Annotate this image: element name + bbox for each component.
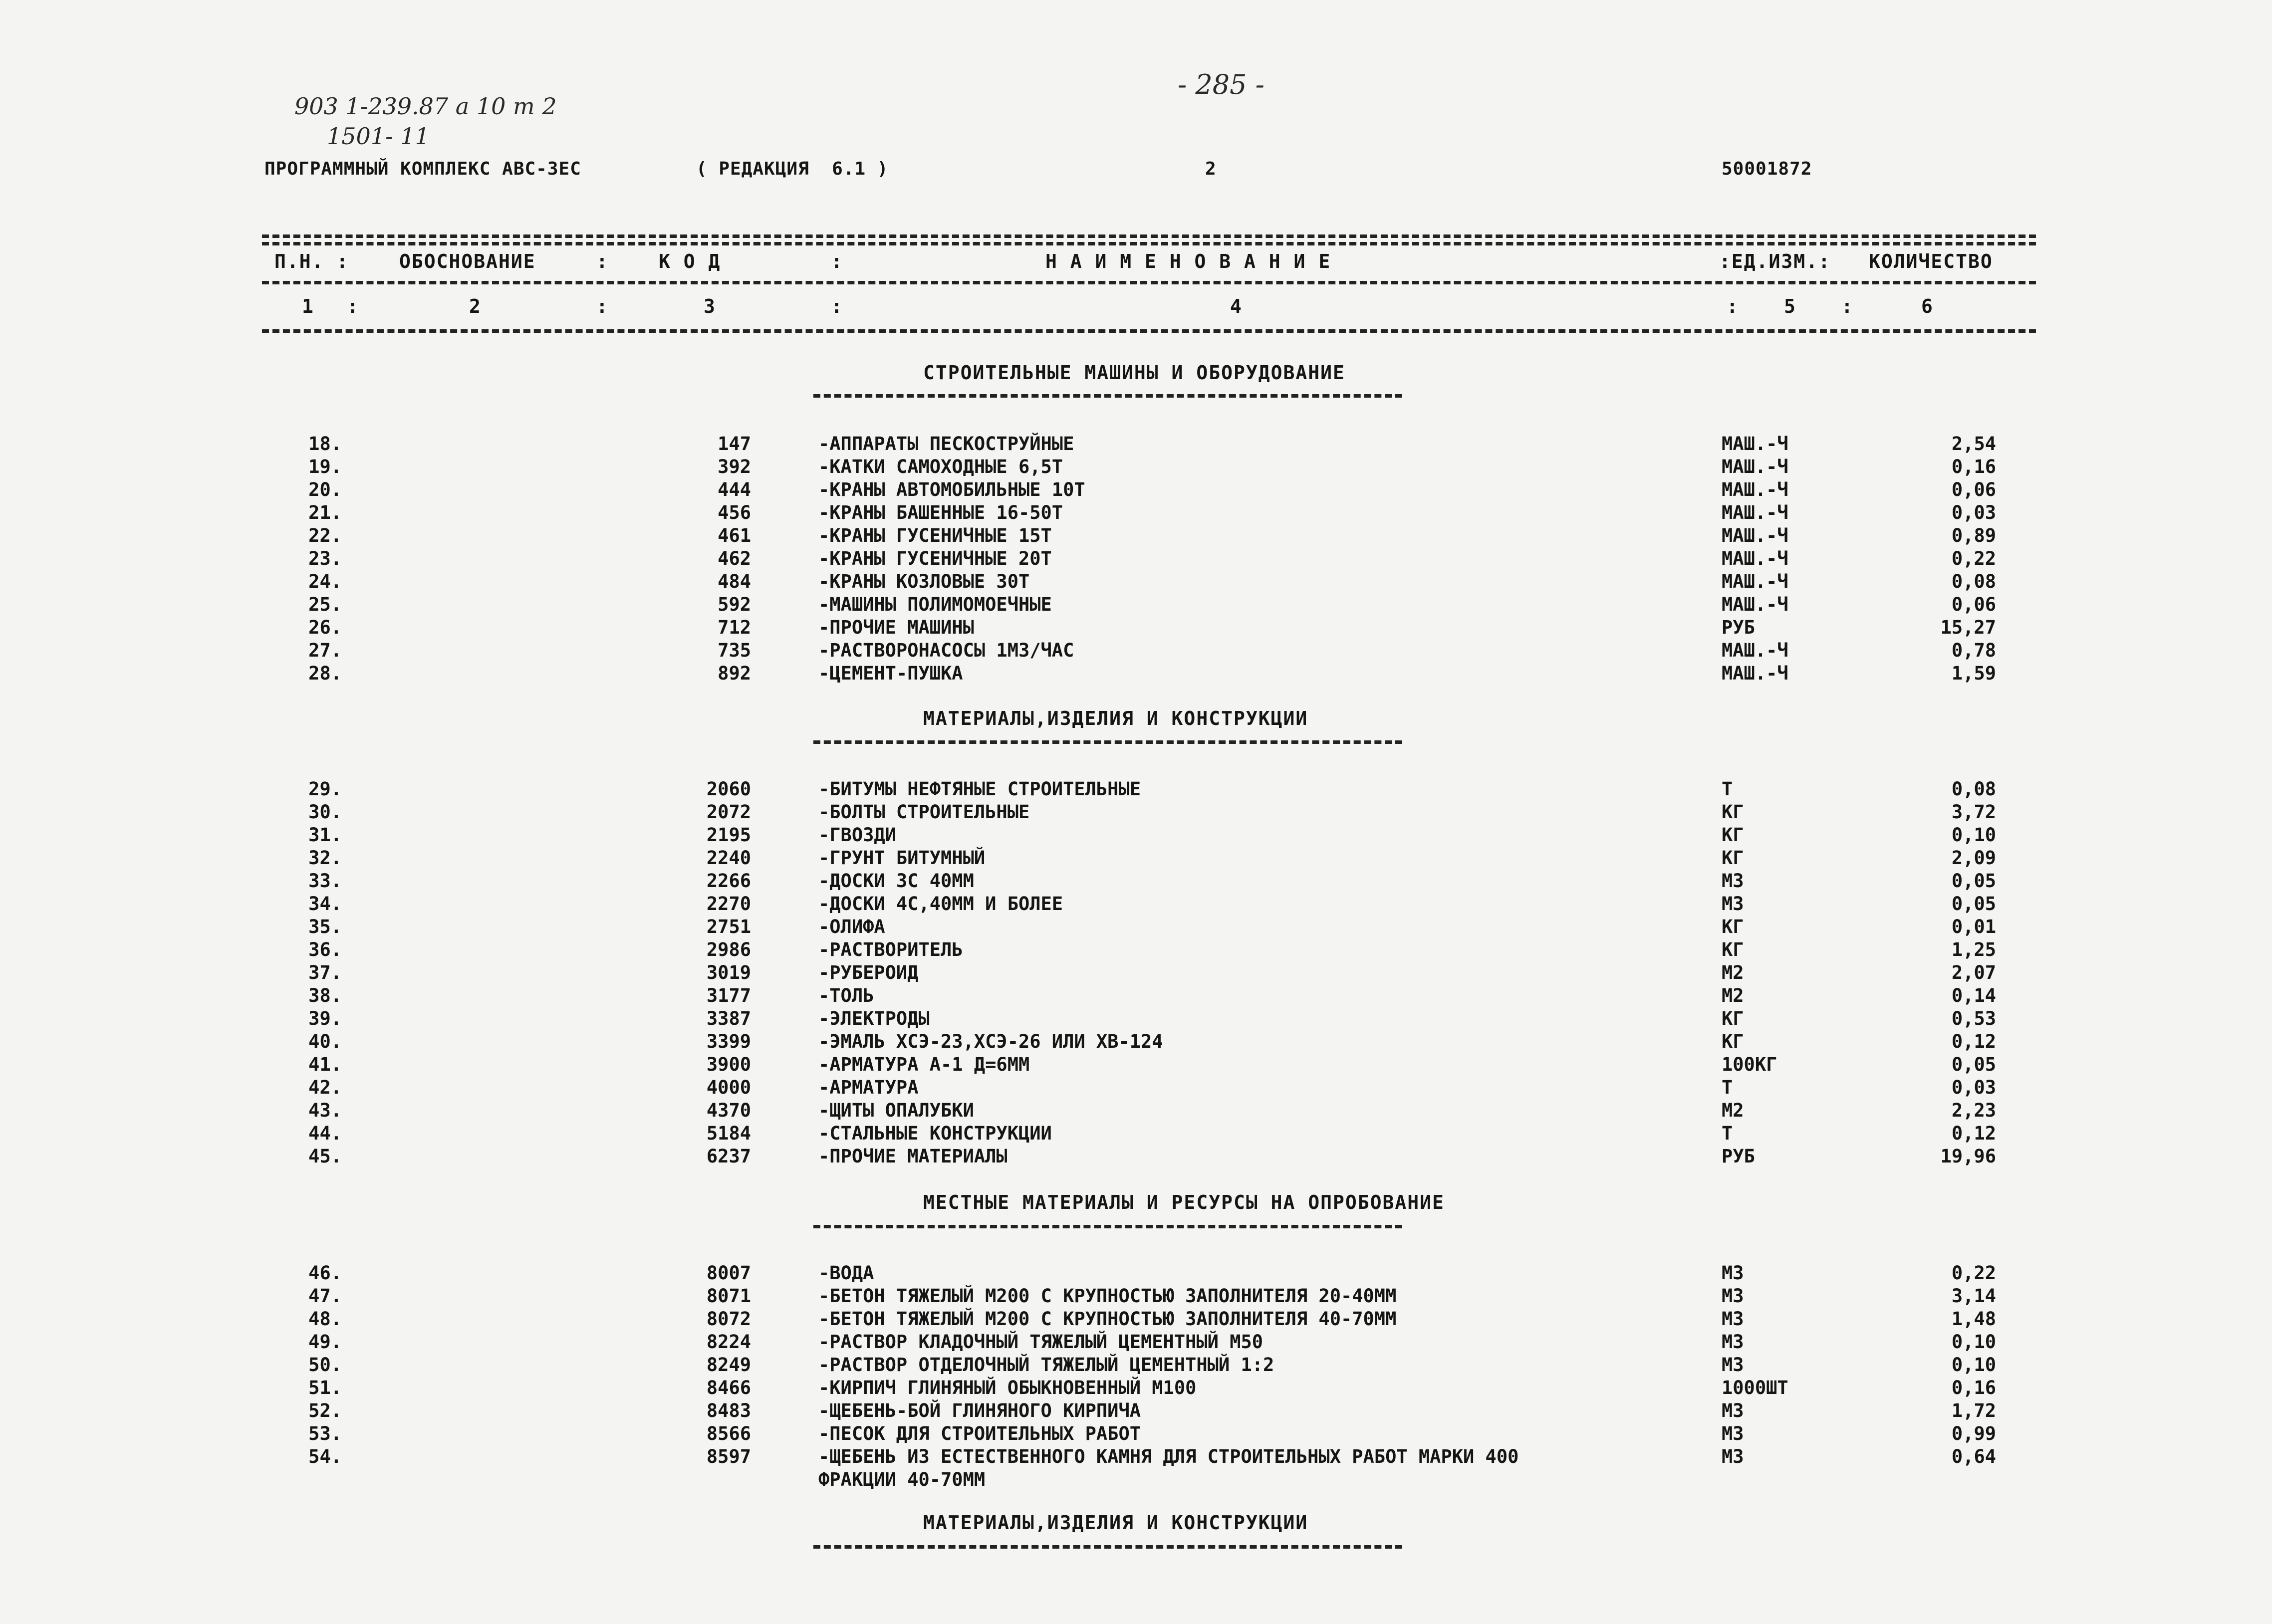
section-underline [813,394,1402,398]
row-code: 456 [718,502,751,523]
row-name: -КРАНЫ АВТОМОБИЛЬНЫЕ 10Т [818,479,1085,500]
col-sep: : [831,250,843,272]
table-row [0,548,2272,571]
row-unit: МАШ.-Ч [1722,433,1788,455]
row-pn: 49. [308,1331,342,1353]
section-underline [813,740,1402,744]
row-name: -ВОДА [818,1262,874,1284]
row-code: 8224 [706,1331,751,1353]
row-code: 2195 [706,824,751,846]
table-row [0,1031,2272,1054]
section-underline [813,1545,1402,1549]
row-unit: М3 [1722,870,1744,892]
row-unit: КГ [1722,939,1744,960]
row-code: 2751 [706,916,751,937]
row-pn: 39. [308,1008,342,1029]
row-code: 4370 [706,1100,751,1121]
row-qty: 0,03 [1951,1077,1996,1098]
row-code: 2986 [706,939,751,960]
section-title-materials-2: МАТЕРИАЛЫ,ИЗДЕЛИЯ И КОНСТРУКЦИИ [923,1512,1308,1534]
table-row [0,1123,2272,1146]
row-name: -ЩЕБЕНЬ ИЗ ЕСТЕСТВЕННОГО КАМНЯ ДЛЯ СТРОИТЕЛЬНЫХ РАБОТ МАРКИ 400 [818,1446,1519,1467]
row-qty: 0,16 [1951,456,1996,477]
row-pn: 46. [308,1262,342,1284]
row-qty: 15,27 [1940,617,1996,638]
row-qty: 3,72 [1951,801,1996,823]
row-qty: 2,23 [1951,1100,1996,1121]
row-unit: М3 [1722,1446,1744,1467]
col-sep: : [596,250,609,272]
row-unit: Т [1722,778,1733,800]
row-pn: 29. [308,778,342,800]
row-unit: МАШ.-Ч [1722,548,1788,569]
table-row [0,433,2272,456]
table-row [0,1008,2272,1031]
row-name: -КРАНЫ БАШЕННЫЕ 16-50Т [818,502,1063,523]
row-unit: 100КГ [1722,1054,1777,1075]
section-title-materials: МАТЕРИАЛЫ,ИЗДЕЛИЯ И КОНСТРУКЦИИ [923,707,1308,729]
table-row [0,1285,2272,1308]
table-row [0,479,2272,502]
row-unit: КГ [1722,916,1744,937]
table-row [0,939,2272,962]
row-pn: 31. [308,824,342,846]
table-row [0,893,2272,916]
table-row [0,1262,2272,1285]
row-code: 8483 [706,1400,751,1421]
row-qty: 0,05 [1951,870,1996,892]
row-pn: 52. [308,1400,342,1421]
handwritten-reference: 903 1-239.87 a 10 т 2 [294,93,557,120]
row-qty: 2,09 [1951,847,1996,869]
col-sep: : [596,295,609,317]
col-number-3: 3 [704,295,716,317]
row-name: -ДОСКИ 4С,40ММ И БОЛЕЕ [818,893,1063,915]
row-code: 8466 [706,1377,751,1398]
row-unit: РУБ [1722,1146,1755,1167]
row-code: 462 [718,548,751,569]
row-qty: 0,22 [1951,548,1996,569]
row-name: -ПЕСОК ДЛЯ СТРОИТЕЛЬНЫХ РАБОТ [818,1423,1141,1444]
col-header-basis: ОБОСНОВАНИЕ [399,250,536,272]
row-pn: 40. [308,1031,342,1052]
row-pn: 22. [308,525,342,546]
row-code: 8597 [706,1446,751,1467]
row-code: 484 [718,571,751,592]
table-row [0,1100,2272,1123]
row-pn: 37. [308,962,342,983]
row-pn: 43. [308,1100,342,1121]
row-name: -БЕТОН ТЯЖЕЛЫЙ М200 С КРУПНОСТЬЮ ЗАПОЛНИТЕЛЯ 20-40ММ [818,1285,1397,1307]
row-name: -ДОСКИ 3С 40ММ [818,870,974,892]
row-unit: М3 [1722,1331,1744,1353]
row-qty: 0,53 [1951,1008,1996,1029]
table-row [0,1446,2272,1469]
table-row [0,962,2272,985]
table-row [0,916,2272,939]
row-pn: 53. [308,1423,342,1444]
row-pn: 41. [308,1054,342,1075]
table-row [0,778,2272,801]
col-sep: : [1841,295,1854,317]
row-code: 3177 [706,985,751,1006]
row-unit: М3 [1722,1285,1744,1307]
edition-label: ( РЕДАКЦИЯ 6.1 ) [696,159,889,179]
row-qty: 1,48 [1951,1308,1996,1330]
table-row-continuation [0,1469,2272,1492]
row-name: -КАТКИ САМОХОДНЫЕ 6,5Т [818,456,1063,477]
row-unit: М3 [1722,1262,1744,1284]
col-sep: : [347,295,359,317]
row-name: -БЕТОН ТЯЖЕЛЫЙ М200 С КРУПНОСТЬЮ ЗАПОЛНИТЕЛЯ 40-70ММ [818,1308,1397,1330]
row-unit: Т [1722,1123,1733,1144]
row-pn: 18. [308,433,342,455]
row-qty: 1,59 [1951,663,1996,684]
row-code: 2072 [706,801,751,823]
row-code: 3900 [706,1054,751,1075]
row-qty: 0,12 [1951,1123,1996,1144]
program-title: ПРОГРАММНЫЙ КОМПЛЕКС АВС-3ЕС [264,159,581,179]
row-name: -ГРУНТ БИТУМНЫЙ [818,847,986,869]
row-unit: КГ [1722,1031,1744,1052]
table-row [0,1400,2272,1423]
table-row [0,456,2272,479]
row-unit: МАШ.-Ч [1722,640,1788,661]
row-qty: 3,14 [1951,1285,1996,1307]
sheet-number: 2 [1205,159,1217,179]
row-name: -ЦЕМЕНТ-ПУШКА [818,663,963,684]
row-qty: 0,99 [1951,1423,1996,1444]
table-row [0,1377,2272,1400]
row-unit: Т [1722,1077,1733,1098]
document-code: 50001872 [1722,159,1812,179]
row-qty: 0,10 [1951,1354,1996,1376]
row-pn: 47. [308,1285,342,1307]
table-row [0,1054,2272,1077]
row-pn: 48. [308,1308,342,1330]
row-unit: КГ [1722,847,1744,869]
col-sep: : [1727,295,1739,317]
row-name: -ЩЕБЕНЬ-БОЙ ГЛИНЯНОГО КИРПИЧА [818,1400,1141,1421]
row-pn: 21. [308,502,342,523]
row-code: 592 [718,594,751,615]
row-unit: М2 [1722,962,1744,983]
row-qty: 0,01 [1951,916,1996,937]
row-pn: 42. [308,1077,342,1098]
row-name: -АППАРАТЫ ПЕСКОСТРУЙНЫЕ [818,433,1074,455]
col-header-unit: :ЕД.ИЗМ.: [1719,250,1831,272]
row-code: 5184 [706,1123,751,1144]
row-name: -СТАЛЬНЫЕ КОНСТРУКЦИИ [818,1123,1052,1144]
row-unit: МАШ.-Ч [1722,479,1788,500]
row-pn: 34. [308,893,342,915]
table-row [0,801,2272,824]
col-sep: : [831,295,843,317]
row-unit: М2 [1722,985,1744,1006]
row-code: 735 [718,640,751,661]
row-name: -РАСТВОР ОТДЕЛОЧНЫЙ ТЯЖЕЛЫЙ ЦЕМЕНТНЫЙ 1:2 [818,1354,1274,1376]
row-pn: 24. [308,571,342,592]
row-unit: КГ [1722,1008,1744,1029]
row-qty: 0,05 [1951,1054,1996,1075]
row-qty: 0,08 [1951,778,1996,800]
row-qty: 0,05 [1951,893,1996,915]
row-name: -РАСТВОРОНАСОСЫ 1М3/ЧАС [818,640,1074,661]
row-name: -МАШИНЫ ПОЛИМОМОЕЧНЫЕ [818,594,1052,615]
row-qty: 0,10 [1951,824,1996,846]
table-row [0,870,2272,893]
row-qty: 0,06 [1951,479,1996,500]
row-pn: 50. [308,1354,342,1376]
row-pn: 44. [308,1123,342,1144]
section-title-local-materials: МЕСТНЫЕ МАТЕРИАЛЫ И РЕСУРСЫ НА ОПРОБОВАНИЕ [923,1191,1445,1213]
row-qty: 0,78 [1951,640,1996,661]
row-unit: МАШ.-Ч [1722,594,1788,615]
col-number-6: 6 [1921,295,1934,317]
row-pn: 51. [308,1377,342,1398]
row-name: -ПРОЧИЕ МАШИНЫ [818,617,974,638]
row-pn: 32. [308,847,342,869]
row-qty: 0,16 [1951,1377,1996,1398]
row-unit: М3 [1722,1423,1744,1444]
table-row [0,1077,2272,1100]
row-unit: МАШ.-Ч [1722,663,1788,684]
row-code: 712 [718,617,751,638]
row-pn: 35. [308,916,342,937]
table-row [0,502,2272,525]
row-code: 8249 [706,1354,751,1376]
row-unit: МАШ.-Ч [1722,525,1788,546]
row-code: 3399 [706,1031,751,1052]
section-underline [813,1225,1402,1228]
row-unit: М2 [1722,1100,1744,1121]
table-row [0,1331,2272,1354]
table-row [0,640,2272,663]
header-rule-bottom [262,329,2036,333]
row-unit: М3 [1722,1308,1744,1330]
handwritten-sheet-note: 1501- 11 [327,123,430,150]
row-name: -ЭЛЕКТРОДЫ [818,1008,930,1029]
row-code: 2240 [706,847,751,869]
row-code: 2060 [706,778,751,800]
row-name: -ГВОЗДИ [818,824,896,846]
row-unit: М3 [1722,1354,1744,1376]
table-row [0,1354,2272,1377]
row-code: 8072 [706,1308,751,1330]
row-unit: МАШ.-Ч [1722,456,1788,477]
row-name: -КРАНЫ КОЗЛОВЫЕ 30Т [818,571,1030,592]
row-name: -БОЛТЫ СТРОИТЕЛЬНЫЕ [818,801,1030,823]
row-code: 2270 [706,893,751,915]
col-header-qty: КОЛИЧЕСТВО [1869,250,1993,272]
row-name: -РУБЕРОИД [818,962,919,983]
row-pn: 33. [308,870,342,892]
row-qty: 0,89 [1951,525,1996,546]
row-pn: 36. [308,939,342,960]
row-code: 147 [718,433,751,455]
row-qty: 19,96 [1940,1146,1996,1167]
col-header-name: Н А И М Е Н О В А Н И Е [1045,250,1331,272]
row-name: -ОЛИФА [818,916,885,937]
row-qty: 2,54 [1951,433,1996,455]
table-row [0,985,2272,1008]
table-row [0,525,2272,548]
row-name: -РАСТВОР КЛАДОЧНЫЙ ТЯЖЕЛЫЙ ЦЕМЕНТНЫЙ М50 [818,1331,1263,1353]
section-title-machines: СТРОИТЕЛЬНЫЕ МАШИНЫ И ОБОРУДОВАНИЕ [923,362,1345,384]
row-unit: МАШ.-Ч [1722,571,1788,592]
row-name: -ЭМАЛЬ ХСЭ-23,ХСЭ-26 ИЛИ ХВ-124 [818,1031,1163,1052]
row-name: -АРМАТУРА А-1 Д=6ММ [818,1054,1030,1075]
row-qty: 0,14 [1951,985,1996,1006]
col-header-code: К О Д [659,250,721,272]
header-rule-top [262,234,2036,238]
row-pn: 25. [308,594,342,615]
row-pn: 28. [308,663,342,684]
row-pn: 19. [308,456,342,477]
row-name: -ТОЛЬ [818,985,874,1006]
row-code: 3387 [706,1008,751,1029]
row-qty: 0,64 [1951,1446,1996,1467]
row-unit: М3 [1722,893,1744,915]
row-name-continuation: ФРАКЦИИ 40-70ММ [818,1469,986,1490]
row-code: 392 [718,456,751,477]
row-qty: 2,07 [1951,962,1996,983]
row-qty: 0,03 [1951,502,1996,523]
row-name: -РАСТВОРИТЕЛЬ [818,939,963,960]
row-pn: 45. [308,1146,342,1167]
row-unit: М3 [1722,1400,1744,1421]
row-qty: 1,72 [1951,1400,1996,1421]
row-name: -БИТУМЫ НЕФТЯНЫЕ СТРОИТЕЛЬНЫЕ [818,778,1141,800]
row-unit: РУБ [1722,617,1755,638]
row-pn: 26. [308,617,342,638]
row-pn: 23. [308,548,342,569]
col-number-1: 1 [302,295,314,317]
row-code: 4000 [706,1077,751,1098]
row-qty: 0,10 [1951,1331,1996,1353]
table-row [0,847,2272,870]
row-code: 8566 [706,1423,751,1444]
table-row [0,1146,2272,1168]
table-row [0,1308,2272,1331]
row-pn: 20. [308,479,342,500]
row-unit: КГ [1722,801,1744,823]
row-code: 6237 [706,1146,751,1167]
page-number: - 285 - [1178,69,1264,100]
row-name: -АРМАТУРА [818,1077,919,1098]
row-pn: 30. [308,801,342,823]
row-code: 444 [718,479,751,500]
row-name: -КИРПИЧ ГЛИНЯНЫЙ ОБЫКНОВЕННЫЙ М100 [818,1377,1197,1398]
row-code: 2266 [706,870,751,892]
col-number-2: 2 [469,295,482,317]
col-number-4: 4 [1230,295,1243,317]
row-name: -ЩИТЫ ОПАЛУБКИ [818,1100,974,1121]
row-unit: КГ [1722,824,1744,846]
row-unit: 1000ШТ [1722,1377,1788,1398]
row-code: 8007 [706,1262,751,1284]
header-rule-mid [262,281,2036,284]
table-row [0,571,2272,594]
row-name: -ПРОЧИЕ МАТЕРИАЛЫ [818,1146,1008,1167]
row-qty: 0,08 [1951,571,1996,592]
table-row [0,663,2272,686]
row-pn: 27. [308,640,342,661]
row-name: -КРАНЫ ГУСЕНИЧНЫЕ 15Т [818,525,1052,546]
row-pn: 38. [308,985,342,1006]
table-row [0,1423,2272,1446]
row-qty: 0,06 [1951,594,1996,615]
row-qty: 1,25 [1951,939,1996,960]
row-unit: МАШ.-Ч [1722,502,1788,523]
row-pn: 54. [308,1446,342,1467]
header-rule-top-2 [262,242,2036,245]
row-qty: 0,12 [1951,1031,1996,1052]
row-qty: 0,22 [1951,1262,1996,1284]
row-code: 8071 [706,1285,751,1307]
table-row [0,617,2272,640]
row-code: 892 [718,663,751,684]
table-row [0,594,2272,617]
row-name: -КРАНЫ ГУСЕНИЧНЫЕ 20Т [818,548,1052,569]
col-header-pn: П.Н. : [274,250,349,272]
row-code: 3019 [706,962,751,983]
col-number-5: 5 [1784,295,1796,317]
row-code: 461 [718,525,751,546]
table-row [0,824,2272,847]
